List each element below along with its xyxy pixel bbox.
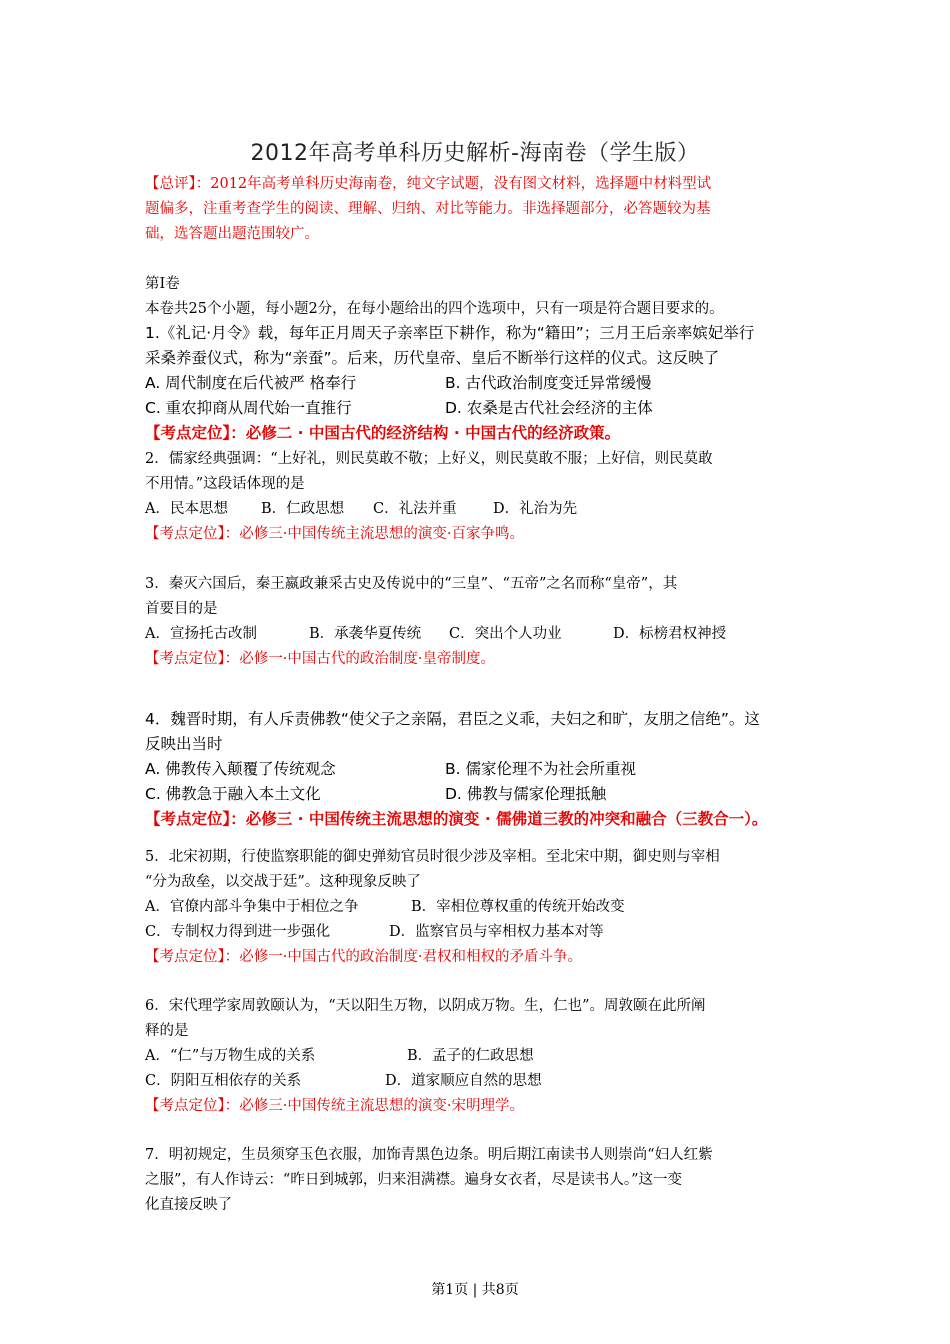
question-stem: 5．北宋初期，行使监察职能的御史弹劾官员时很少涉及宰相。至北宋中期，御史则与宰相 xyxy=(145,849,720,865)
knowledge-point: 【考点定位】：必修三·中国传统主流思想的演变·宋明理学。 xyxy=(145,1098,524,1114)
summary-line: 题偏多，注重考查学生的阅读、理解、归纳、对比等能力。非选择题部分，必答题较为基 xyxy=(145,201,711,217)
option-a: A. 周代制度在后代被严 格奉行 xyxy=(145,374,357,392)
option-a: A．宣扬托古改制 xyxy=(145,626,257,642)
option-d: D．礼治为先 xyxy=(493,501,578,517)
question-stem: 3．秦灭六国后，秦王嬴政兼采古史及传说中的“三皇”、“五帝”之名而称“皇帝”，其 xyxy=(145,576,678,592)
option-b: B．承袭华夏传统 xyxy=(309,626,422,642)
summary-block xyxy=(145,172,817,247)
option-d: D. 农桑是古代社会经济的主体 xyxy=(445,399,653,417)
option-c: C．突出个人功业 xyxy=(449,626,562,642)
question-stem: 采桑养蚕仪式，称为“亲蚕”。后来，历代皇帝、皇后不断举行这样的仪式。这反映了 xyxy=(145,349,720,367)
knowledge-point: 【考点定位】：必修三·中国传统主流思想的演变·百家争鸣。 xyxy=(145,526,524,542)
page-title: 2012年高考单科历史解析-海南卷（学生版） xyxy=(250,141,700,166)
summary-line: 【总评】：2012年高考单科历史海南卷，纯文字试题，没有图文材料，选择题中材料型试 xyxy=(145,176,712,192)
option-c: C. 重农抑商从周代始一直推行 xyxy=(145,399,352,417)
option-a: A．“仁”与万物生成的关系 xyxy=(145,1048,316,1064)
question-7 xyxy=(145,1143,817,1218)
knowledge-point: 【考点定位】：必修三 · 中国传统主流思想的演变 · 儒佛道三教的冲突和融合（三教合一）。 xyxy=(145,810,768,828)
knowledge-point: 【考点定位】：必修二 · 中国古代的经济结构 · 中国古代的经济政策。 xyxy=(145,424,621,442)
section-name: 第Ⅰ卷 xyxy=(145,276,180,292)
option-c: C．礼法并重 xyxy=(373,501,457,517)
option-a: A. 佛教传入颠覆了传统观念 xyxy=(145,760,336,778)
page-footer: 第1页 | 共8页 xyxy=(431,1282,519,1298)
question-6 xyxy=(145,994,817,1119)
section-header xyxy=(145,272,817,322)
option-c: C．专制权力得到进一步强化 xyxy=(145,924,331,940)
knowledge-point: 【考点定位】：必修一·中国古代的政治制度·君权和相权的矛盾斗争。 xyxy=(145,949,582,965)
question-stem: 化直接反映了 xyxy=(145,1197,232,1213)
option-c: C. 佛教急于融入本土文化 xyxy=(145,785,321,803)
question-stem: 不用情。”这段话体现的是 xyxy=(145,476,305,492)
question-2 xyxy=(145,447,817,547)
question-stem: 反映出当时 xyxy=(145,735,223,753)
option-b: B．孟子的仁政思想 xyxy=(407,1048,534,1064)
question-5 xyxy=(145,845,817,970)
option-a: A．民本思想 xyxy=(145,501,228,517)
question-1 xyxy=(145,321,817,446)
question-4 xyxy=(145,707,817,832)
question-stem: 释的是 xyxy=(145,1023,189,1039)
question-3 xyxy=(145,572,817,672)
question-stem: “分为敌垒，以交战于廷”。这种现象反映了 xyxy=(145,874,421,890)
option-d: D．标榜君权神授 xyxy=(613,626,727,642)
knowledge-point: 【考点定位】：必修一·中国古代的政治制度·皇帝制度。 xyxy=(145,651,495,667)
question-stem: 2．儒家经典强调：“上好礼，则民莫敢不敬；上好义，则民莫敢不服；上好信，则民莫敢 xyxy=(145,451,713,467)
option-a: A．官僚内部斗争集中于相位之争 xyxy=(145,899,359,915)
option-b: B. 古代政治制度变迁异常缓慢 xyxy=(445,374,652,392)
option-d: D．道家顺应自然的思想 xyxy=(385,1073,542,1089)
option-b: B. 儒家伦理不为社会所重视 xyxy=(445,760,636,778)
question-stem: 7．明初规定，生员须穿玉色衣服，加饰青黑色边条。明后期江南读书人则崇尚“妇人红紫 xyxy=(145,1147,713,1163)
option-c: C．阴阳互相依存的关系 xyxy=(145,1073,302,1089)
option-b: B．仁政思想 xyxy=(261,501,345,517)
question-stem: 4．魏晋时期，有人斥责佛教“使父子之亲隔，君臣之义乖，夫妇之和旷，友朋之信绝”。这 xyxy=(145,710,760,728)
summary-line: 础，选答题出题范围较广。 xyxy=(145,226,319,242)
option-d: D．监察官员与宰相权力基本对等 xyxy=(389,924,604,940)
question-stem: 1.《礼记·月令》载，每年正月周天子亲率臣下耕作，称为“籍田”；三月王后亲率嫔妃举行 xyxy=(145,324,755,342)
question-stem: 之服”，有人作诗云：“昨日到城郭，归来泪满襟。遍身女衣者，尽是读书人。”这一变 xyxy=(145,1172,682,1188)
question-stem: 首要目的是 xyxy=(145,601,218,617)
option-b: B．宰相位尊权重的传统开始改变 xyxy=(411,899,625,915)
question-stem: 6．宋代理学家周敦颐认为，“天以阳生万物，以阴成万物。生，仁也”。周敦颐在此所阐 xyxy=(145,998,706,1014)
option-d: D. 佛教与儒家伦理抵触 xyxy=(445,785,607,803)
section-instruction: 本卷共25个小题，每小题2分，在每小题给出的四个选项中，只有一项是符合题目要求的。 xyxy=(145,301,724,317)
